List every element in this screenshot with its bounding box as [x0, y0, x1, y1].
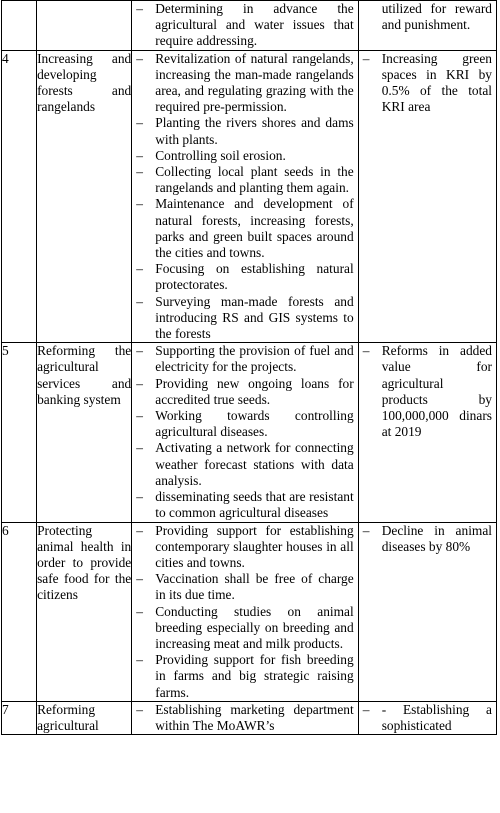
activities-cell	[132, 1, 358, 51]
program-title: Protecting animal health in order to provide safe food for the citizens	[37, 522, 132, 701]
indicators-list	[359, 702, 496, 734]
indicator-item: – Reforms in added value for agricultural products by 100,000,000 dinars at 2019	[359, 343, 496, 440]
activities-list	[132, 702, 357, 734]
activity-item: – Activating a network for connecting weather forecast stations with data analysis.	[132, 440, 357, 489]
row-number	[2, 1, 37, 51]
table-row	[2, 50, 497, 343]
activity-item: – Revitalization of natural rangelands, increasing the man-made rangelands area, and regulating grazing with the required pre-permission.	[132, 51, 357, 116]
activities-cell	[132, 343, 358, 522]
activity-item: – disseminating seeds that are resistant to common agricultural diseases	[132, 489, 357, 521]
program-title: Increasing and developing forests and rangelands	[37, 50, 132, 343]
activity-item: – Planting the rivers shores and dams with plants.	[132, 115, 357, 147]
row-number: 7	[2, 701, 37, 734]
activity-item: – Providing new ongoing loans for accredited true seeds.	[132, 376, 357, 408]
activity-item: – Working towards controlling agricultural diseases.	[132, 408, 357, 440]
indicators-cell	[358, 701, 496, 734]
activity-item: – Supporting the provision of fuel and electricity for the projects.	[132, 343, 357, 375]
activities-cell	[132, 50, 358, 343]
indicators-list	[359, 343, 496, 440]
activity-item: – Determining in advance the agricultural and water issues that require addressing.	[132, 1, 357, 50]
row-number: 4	[2, 50, 37, 343]
activities-list	[132, 523, 357, 701]
indicator-item: – Decline in animal diseases by 80%	[359, 523, 496, 555]
activity-item: – Focusing on establishing natural protectorates.	[132, 261, 357, 293]
activities-list	[132, 1, 357, 50]
activity-item: – Controlling soil erosion.	[132, 148, 357, 164]
activity-item: – Vaccination shall be free of charge in its due time.	[132, 571, 357, 603]
program-title	[37, 1, 132, 51]
table-row	[2, 343, 497, 522]
table-row	[2, 522, 497, 701]
activity-item: – Conducting studies on animal breeding especially on breeding and increasing meat and milk products.	[132, 604, 357, 653]
indicators-list	[359, 523, 496, 555]
activities-cell	[132, 701, 358, 734]
activities-cell	[132, 522, 358, 701]
activity-item: – Providing support for fish breeding in farms and big strategic raising farms.	[132, 652, 357, 701]
activity-item: – Collecting local plant seeds in the rangelands and planting them again.	[132, 164, 357, 196]
indicators-list	[359, 51, 496, 116]
indicator-continuation: utilized for reward and punishment.	[381, 1, 492, 33]
activities-list	[132, 51, 357, 343]
row-number: 5	[2, 343, 37, 522]
indicators-cell	[358, 50, 496, 343]
activity-item: – Surveying man-made forests and introducing RS and GIS systems to the forests	[132, 294, 357, 343]
document-table	[1, 0, 497, 735]
activities-list	[132, 343, 357, 521]
indicator-item: – - Establishing a sophisticated	[359, 702, 496, 734]
indicator-item: – Increasing green spaces in KRI by 0.5% of the total KRI area	[359, 51, 496, 116]
table-row	[2, 1, 497, 51]
program-title: Reforming agricultural	[37, 701, 132, 734]
activity-item: – Maintenance and development of natural forests, increasing forests, parks and green built spaces around the cities and towns.	[132, 196, 357, 261]
indicators-cell	[358, 343, 496, 522]
activity-item: – Providing support for establishing contemporary slaughter houses in all cities and towns.	[132, 523, 357, 572]
activity-item: – Establishing marketing department within The MoAWR’s	[132, 702, 357, 734]
row-number: 6	[2, 522, 37, 701]
indicators-cell	[358, 522, 496, 701]
indicators-cell	[358, 1, 496, 51]
program-title: Reforming the agricultural services and banking system	[37, 343, 132, 522]
table-body	[2, 1, 497, 735]
table-row	[2, 701, 497, 734]
